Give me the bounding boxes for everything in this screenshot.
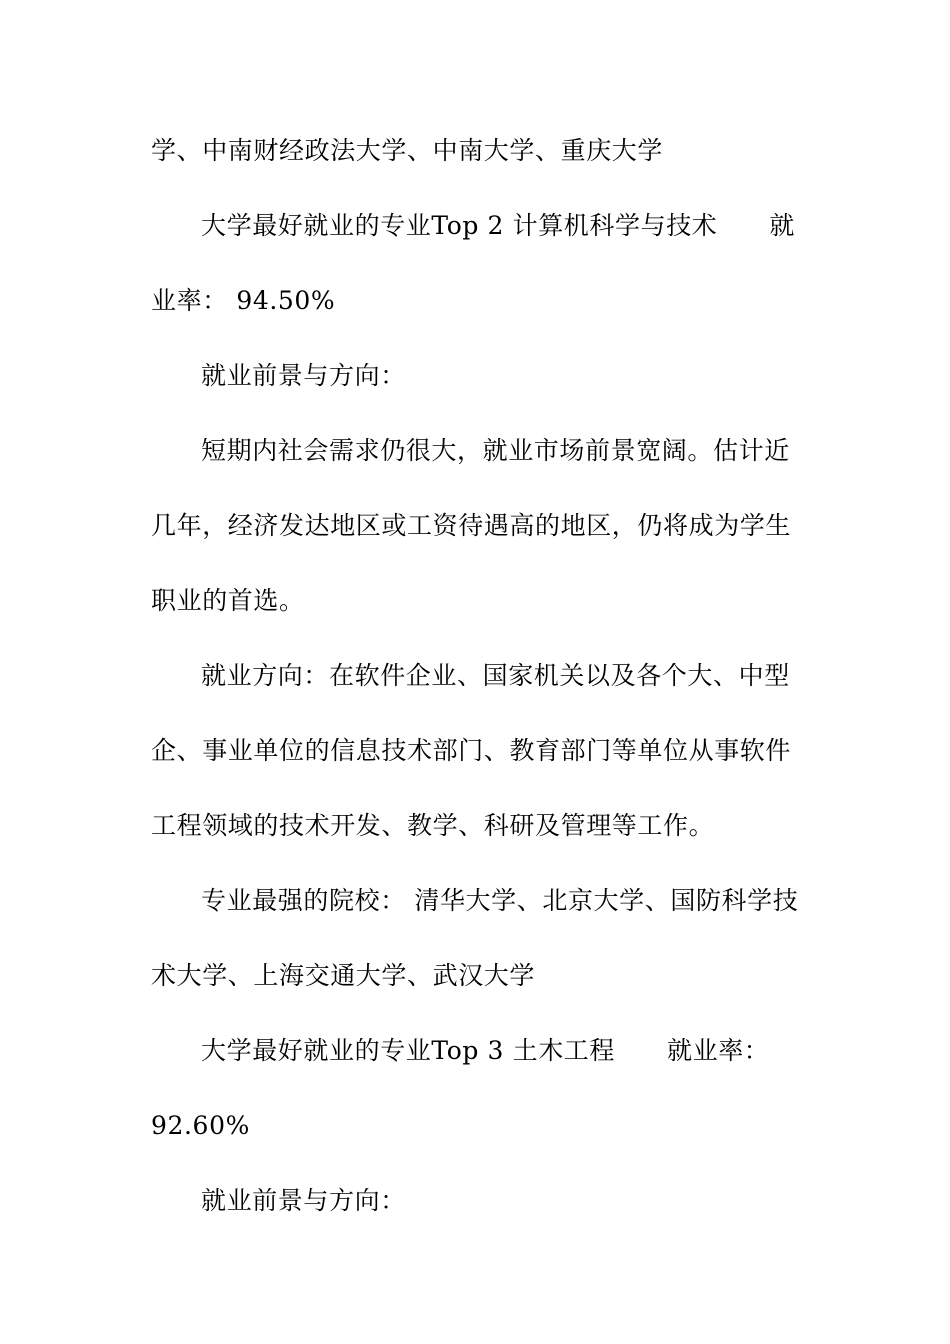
- heading-top3-title: 大学最好就业的专业Top 3 土木工程: [201, 1036, 615, 1065]
- text-employment-rate-top3: 92.60%: [151, 1111, 250, 1140]
- text-line-schools-2: 术大学、上海交通大学、武汉大学: [151, 961, 536, 990]
- text-line-direction-1: 就业方向：在软件企业、国家机关以及各个大、中型: [201, 661, 790, 690]
- text-employment-rate-top2: 业率： 94.50%: [151, 286, 336, 315]
- subheading-prospects-1: 就业前景与方向：: [201, 361, 406, 390]
- heading-top3: [201, 1035, 861, 1067]
- heading-top2-title: 大学最好就业的专业Top 2 计算机科学与技术: [201, 211, 718, 240]
- heading-top3-rate-label: 就业率：: [667, 1036, 770, 1065]
- heading-top2-rate-start: 就: [769, 211, 795, 240]
- text-line-direction-2: 企、事业单位的信息技术部门、教育部门等单位从事软件: [151, 736, 792, 765]
- text-line-1: 学、中南财经政法大学、中南大学、重庆大学: [151, 136, 664, 165]
- text-line-prospects-3: 职业的首选。: [151, 586, 305, 615]
- text-line-prospects-1: 短期内社会需求仍很大，就业市场前景宽阔。估计近: [201, 436, 790, 465]
- text-line-direction-3: 工程领域的技术开发、教学、科研及管理等工作。: [151, 811, 715, 840]
- subheading-prospects-2: 就业前景与方向：: [201, 1186, 406, 1215]
- text-line-schools-1: 专业最强的院校： 清华大学、北京大学、国防科学技: [201, 886, 799, 915]
- heading-top2: [201, 210, 861, 242]
- text-line-prospects-2: 几年，经济发达地区或工资待遇高的地区，仍将成为学生: [151, 511, 792, 540]
